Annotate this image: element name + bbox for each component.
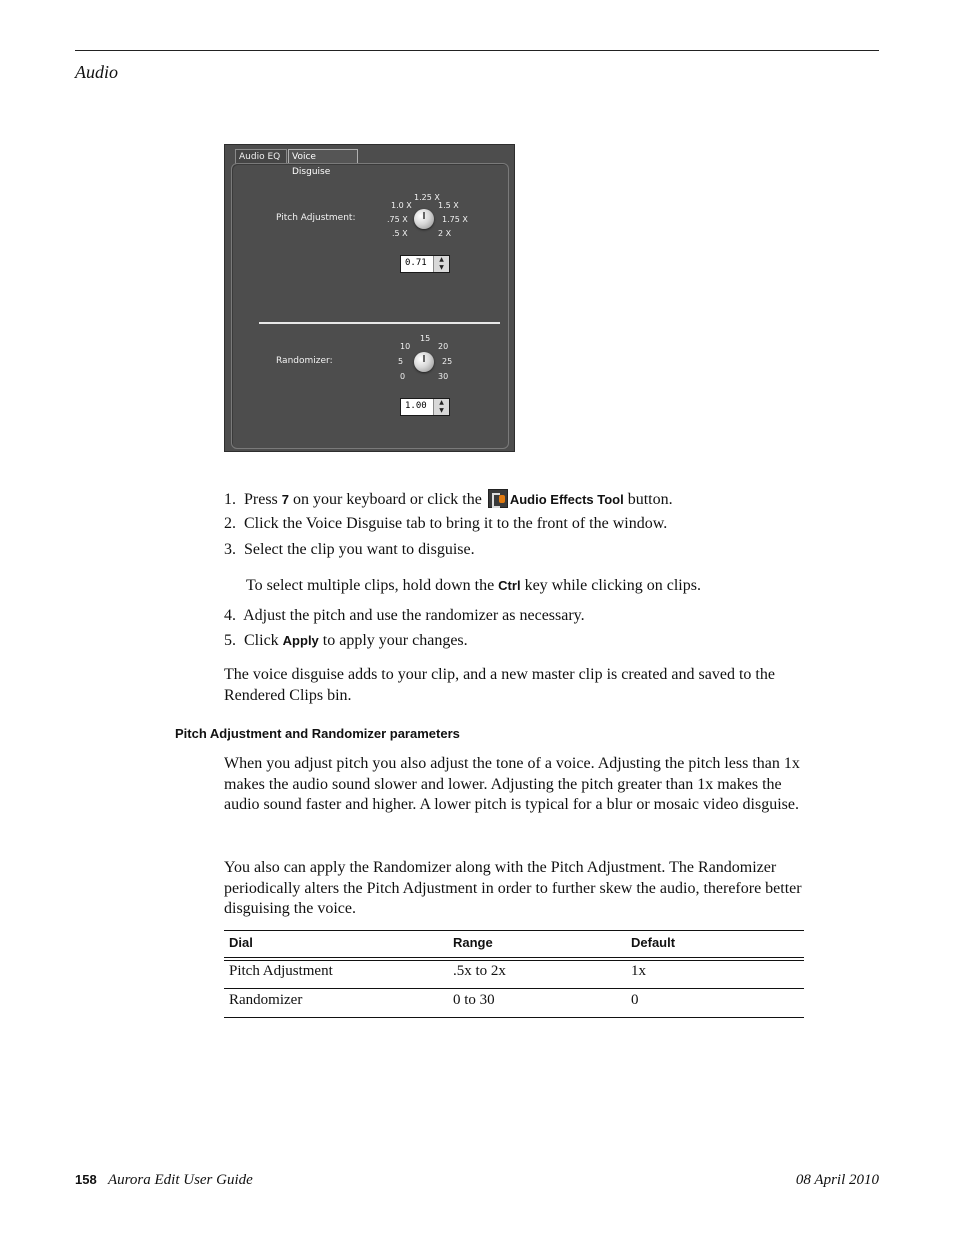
table-cell: Randomizer bbox=[229, 992, 303, 1008]
table-cell: 1x bbox=[631, 963, 646, 979]
pitch-tick-upper-left: 1.0 X bbox=[391, 201, 412, 210]
randomizer-tick-upper-left: 10 bbox=[400, 342, 411, 351]
step-text: Press bbox=[244, 491, 282, 508]
pitch-tick-right: 1.75 X bbox=[442, 215, 468, 224]
step-number: 2. bbox=[224, 515, 236, 532]
table-cell: .5x to 2x bbox=[453, 963, 506, 979]
randomizer-tick-lower-left: 0 bbox=[400, 372, 406, 381]
table-header-rule bbox=[224, 957, 804, 958]
randomizer-spin-buttons[interactable] bbox=[433, 399, 449, 415]
pitch-tick-lower-right: 2 X bbox=[438, 229, 452, 238]
table-top-rule bbox=[224, 930, 804, 931]
key-apply: Apply bbox=[282, 633, 319, 648]
step-text: on your keyboard or click the bbox=[289, 491, 486, 508]
step-5 bbox=[224, 631, 468, 651]
tab-voice-disguise[interactable]: Voice Disguise bbox=[288, 149, 358, 165]
pitch-value-spinbox[interactable] bbox=[400, 255, 450, 273]
audio-effects-tool-icon[interactable] bbox=[488, 489, 508, 508]
result-paragraph: The voice disguise adds to your clip, and a new master clip is created and saved to the Rendered Clips bin. bbox=[224, 666, 775, 704]
pitch-tick-top: 1.25 X bbox=[414, 193, 440, 202]
tab-body bbox=[231, 163, 509, 449]
tab-audio-eq[interactable]: Audio EQ bbox=[235, 149, 287, 165]
randomizer-tick-left: 5 bbox=[398, 357, 404, 366]
randomizer-paragraph: You also can apply the Randomizer along with the Pitch Adjustment. The Randomizer periodically alters the Pitch Adjustment in order to further skew the audio, therefore better disguising the voice. bbox=[224, 859, 802, 918]
step-number: 4. bbox=[224, 607, 236, 624]
subheading: Pitch Adjustment and Randomizer parameters bbox=[175, 726, 460, 741]
spin-down-icon[interactable]: ▼ bbox=[439, 264, 444, 271]
section-header: Audio bbox=[75, 62, 118, 82]
section-divider bbox=[259, 322, 500, 324]
table-cell: 0 bbox=[631, 992, 639, 1008]
table-row-rule bbox=[224, 988, 804, 989]
pitch-adjustment-label: Pitch Adjustment: bbox=[276, 213, 356, 223]
pitch-dial-knob[interactable] bbox=[414, 209, 434, 229]
step-text: Click bbox=[244, 632, 283, 649]
voice-disguise-screenshot bbox=[224, 144, 515, 452]
randomizer-tick-right: 25 bbox=[442, 357, 453, 366]
pitch-tick-lower-left: .5 X bbox=[392, 229, 408, 238]
guide-title: Aurora Edit User Guide bbox=[107, 1172, 253, 1188]
step-1 bbox=[224, 489, 673, 510]
pitch-paragraph: When you adjust pitch you also adjust the tone of a voice. Adjusting the pitch less than 1x makes the audio sound slower and lower. Adjusting the pitch greater than 1x makes the audio sound faster and higher. A lower pitch is typical for a blur or mosaic video disguise. bbox=[224, 755, 800, 814]
pitch-tick-upper-right: 1.5 X bbox=[438, 201, 459, 210]
table-cell: 0 to 30 bbox=[453, 992, 495, 1008]
randomizer-dial-knob[interactable] bbox=[414, 352, 434, 372]
spin-up-icon[interactable]: ▲ bbox=[439, 256, 444, 263]
spin-up-icon[interactable]: ▲ bbox=[439, 399, 444, 406]
table-header-default: Default bbox=[631, 935, 676, 950]
header-rule bbox=[75, 50, 879, 51]
step-text: to apply your changes. bbox=[318, 632, 468, 649]
table-bottom-rule bbox=[224, 1017, 804, 1018]
table-cell: Pitch Adjustment bbox=[229, 963, 333, 979]
step-text: Adjust the pitch and use the randomizer as necessary. bbox=[243, 607, 585, 624]
step-text: Click the Voice Disguise tab to bring it to the front of the window. bbox=[244, 515, 668, 532]
audio-effects-tool-label: Audio Effects Tool bbox=[509, 492, 624, 507]
randomizer-label: Randomizer: bbox=[276, 356, 333, 366]
footer-date: 08 April 2010 bbox=[795, 1172, 879, 1188]
table-header-dial: Dial bbox=[229, 935, 253, 950]
key-ctrl: Ctrl bbox=[498, 578, 521, 593]
step-3-note bbox=[246, 576, 701, 596]
step-text: button. bbox=[623, 491, 673, 508]
step-number: 1. bbox=[224, 491, 236, 508]
pitch-spin-buttons[interactable] bbox=[433, 256, 449, 272]
step-number: 5. bbox=[224, 632, 236, 649]
randomizer-tick-upper-right: 20 bbox=[438, 342, 449, 351]
spin-down-icon[interactable]: ▼ bbox=[439, 407, 444, 414]
step-number: 3. bbox=[224, 541, 236, 558]
pitch-value[interactable]: 0.71 bbox=[405, 258, 427, 268]
randomizer-value[interactable]: 1.00 bbox=[405, 401, 427, 411]
note-text: key while clicking on clips. bbox=[520, 577, 701, 594]
randomizer-value-spinbox[interactable] bbox=[400, 398, 450, 416]
pitch-tick-left: .75 X bbox=[387, 215, 408, 224]
step-text: Select the clip you want to disguise. bbox=[244, 541, 475, 558]
step-2 bbox=[224, 514, 667, 534]
step-3 bbox=[224, 540, 475, 560]
table-header-rule-double bbox=[224, 960, 804, 961]
footer-left bbox=[75, 1172, 253, 1189]
randomizer-tick-lower-right: 30 bbox=[438, 372, 449, 381]
key-7: 7 bbox=[281, 492, 290, 507]
page-number: 158 bbox=[75, 1172, 97, 1187]
table-header-range: Range bbox=[453, 935, 493, 950]
note-text: To select multiple clips, hold down the bbox=[246, 577, 499, 594]
randomizer-tick-top: 15 bbox=[420, 334, 431, 343]
step-4 bbox=[224, 606, 585, 626]
